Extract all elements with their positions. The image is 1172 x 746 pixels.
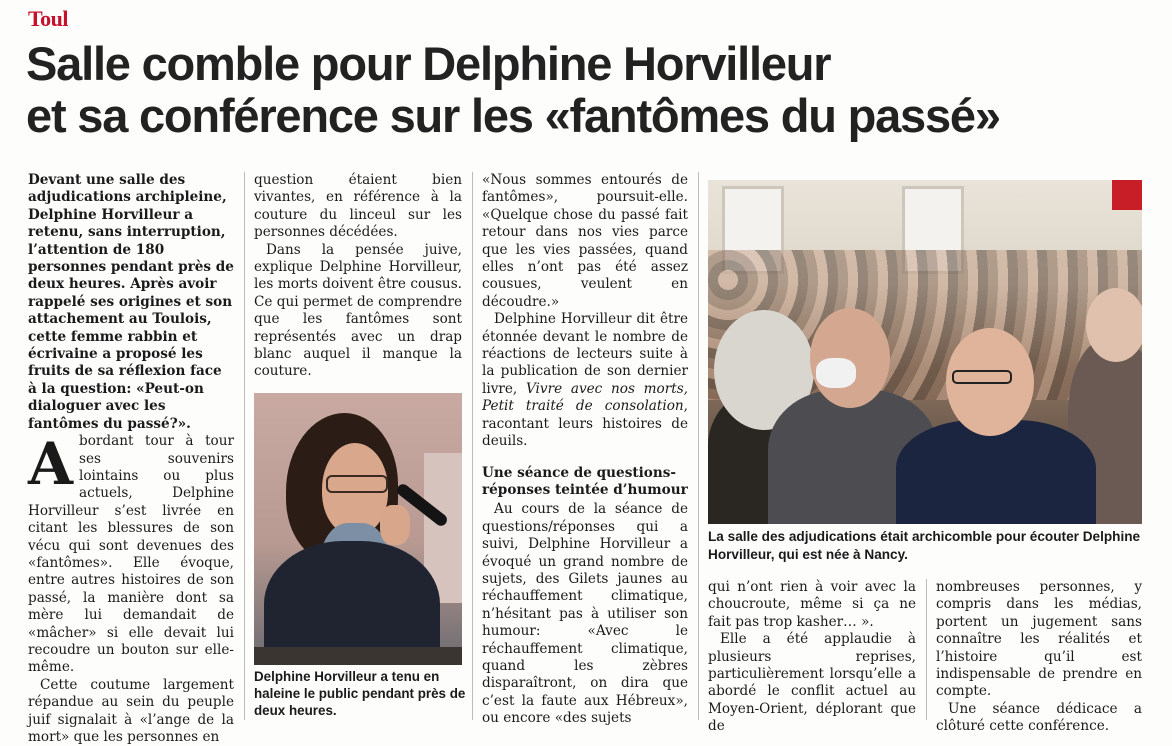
paragraph: Elle a été applaudie à plusieurs reprises, particulièrement lorsqu’elle a abordé le conflit actuel au Moyen-Orient, déplorant que de [708,631,916,735]
article-lead: Devant une salle des adjudications archipleine, Delphine Horvilleur a retenu, sans interruption, l’attention de 180 personnes pendant près de deux heures. Après avoir rappelé ses origines et son attachement au Toulois, cette femme rabbin et écrivaine a proposé les fruits de sa réflexion face à la question: «Peut-on dialoguer avec les fantômes du passé?». [28,172,234,432]
paragraph: bordant tour à tour ses souvenirs lointains ou plus actuels, Delphine Horvilleur s’est livrée en citant les blessures de son vécu qui sont devenues des «fantômes». Elle évoque, entre autres histoires de son passé, la manière dont sa mère lui demandait de «mâcher» si elle devait lui recoudre un bouton sur elle-même. [28,433,234,676]
paragraph: Dans la pensée juive, explique Delphine Horvilleur, les morts doivent être cousus. Ce qui permet de comprendre que les fantômes sont représentés avec un drap blanc auquel il manque la couture. [254,241,462,380]
article-column-4 [708,579,916,736]
column-divider [926,579,927,720]
drop-cap: A [28,430,74,499]
article-column-3 [482,172,688,728]
paragraph: «Nous sommes entourés de fantômes», poursuit-elle. «Quelque chose du passé fait retour dans nos vies parce que les vies passées, quand elles n’ont pas été assez cousues, veulent en découdre.» [482,172,688,310]
first-paragraph [28,430,234,677]
headline-line-2: et sa conférence sur les «fantômes du passé» [26,89,1000,142]
article-column-5 [936,579,1142,736]
paragraph-text: Delphine Horvilleur dit être étonnée devant le nombre de réactions de lecteurs suite à la publication de son dernier livre, [482,311,688,397]
article-column-2 [254,172,462,381]
column-divider [698,172,699,720]
paragraph: qui n’ont rien à voir avec la choucroute, même si ça ne fait pas trop kasher… ». [708,579,916,630]
paragraph: Cette coutume largement répandue au sein du peuple juif signalait à «l’ange de la mort» que les personnes en [28,676,234,745]
headline-line-1: Salle comble pour Delphine Horvilleur [26,37,831,90]
speaker-photo-caption: Delphine Horvilleur a tenu en haleine le public pendant près de deux heures. [254,669,466,718]
paragraph: Une séance dédicace a clôturé cette conférence. [936,700,1142,735]
audience-photo-caption: La salle des adjudications était archicomble pour écouter Delphine Horvilleur, qui est née à Nancy. [708,529,1141,562]
subheading: Une séance de questions-réponses teintée d’humour [482,464,688,498]
column-divider [472,172,473,720]
paragraph: question étaient bien vivantes, en référence à la couture du linceul sur les personnes décédées. [254,172,462,241]
paragraph: Au cours de la séance de questions/réponses qui a suivi, Delphine Horvilleur a évoqué un grand nombre de sujets, des Gilets jaunes au réchauffement climatique, n’hésitant pas à utiliser son humour: «Avec le réchauffement climatique, quand les zèbres disparaîtront, on dira que c’est la faute aux Hébreux», ou encore «des sujets [482,501,688,727]
article-headline [26,38,1156,142]
article-column-1 [28,172,234,746]
paragraph-text: , racontant leurs histoires de deuils. [482,398,688,450]
book-title: Vivre avec nos morts, Petit traité de consolation [482,380,688,415]
paragraph [482,311,688,450]
section-rubric: Toul [28,6,69,31]
audience-photo [708,180,1142,524]
paragraph: nombreuses personnes, y compris dans les médias, portent un jugement sans connaître les réalités et l’histoire qu’il est indispensable de prendre en compte. [936,579,1142,700]
column-divider [244,172,245,720]
speaker-photo [254,393,462,665]
